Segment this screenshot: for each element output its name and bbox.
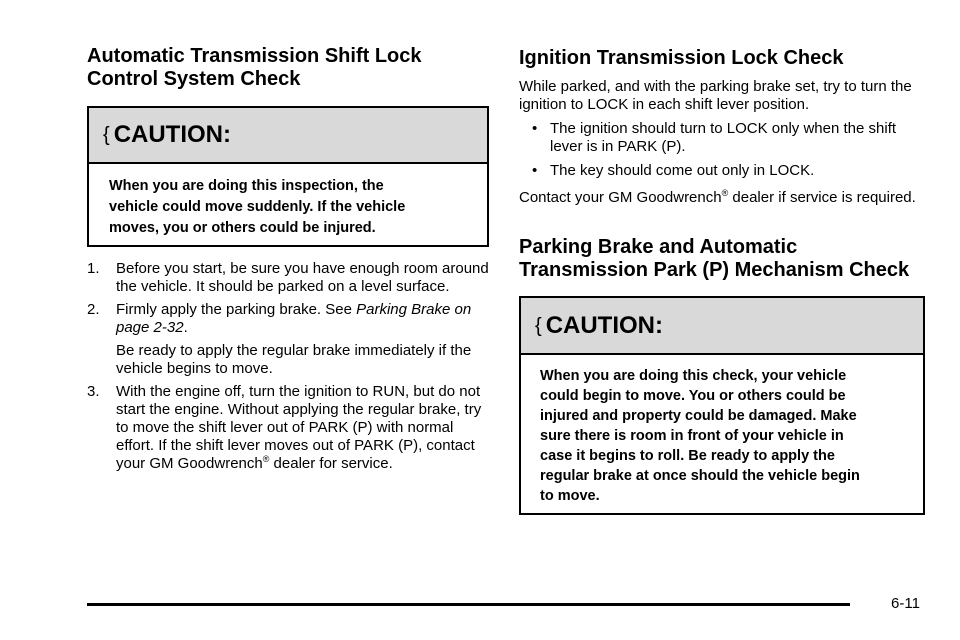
caution-line: could begin to move. You or others could be	[540, 388, 846, 404]
caution-box-park-mechanism	[519, 296, 925, 515]
bullet-text: The key should come out only in LOCK.	[550, 162, 815, 179]
registered-mark: ®	[262, 454, 270, 464]
caution-icon: {	[103, 124, 110, 146]
caution-line: When you are doing this check, your vehicle	[540, 368, 847, 384]
caution-box-shift-lock	[87, 106, 489, 247]
contact-note	[519, 189, 925, 207]
caution-title: CAUTION:	[545, 311, 664, 339]
step-tail: .	[183, 319, 188, 336]
caution-line: injured and property could be damaged. Make	[540, 408, 857, 424]
caution-icon: {	[535, 314, 542, 337]
section-heading-ignition-lock: Ignition Transmission Lock Check	[519, 47, 844, 69]
caution-header	[89, 108, 487, 164]
contact-text: Contact your GM Goodwrench	[519, 189, 722, 206]
step-text: With the engine off, turn the ignition to RUN, but do not start the engine. Without applying the regular brake, try to move the shift lever out of PARK (P) with normal effort. If the shift lever moves out of PARK (P), contact your GM Goodwrench	[116, 383, 482, 472]
page-number: 6-11	[891, 595, 920, 612]
contact-text-tail: dealer if service is required.	[732, 189, 916, 206]
caution-line: case it begins to roll. Be ready to apply the	[540, 448, 835, 464]
caution-line: moves, you or others could be injured.	[109, 220, 376, 236]
step-number: 2.	[87, 301, 100, 318]
ignition-intro: While parked, and with the parking brake set, try to turn the ignition to LOCK in each shift lever position.	[519, 78, 912, 113]
ignition-bullets	[519, 120, 925, 180]
caution-title: CAUTION:	[113, 121, 232, 148]
section-heading-shift-lock: Automatic Transmission Shift Lock Control System Check	[87, 45, 422, 90]
registered-mark: ®	[721, 188, 729, 198]
caution-text	[89, 164, 487, 239]
caution-line: When you are doing this inspection, the	[109, 178, 384, 194]
list-item	[519, 162, 925, 180]
caution-line: sure there is room in front of your vehicle in	[540, 428, 844, 444]
list-item	[519, 120, 925, 156]
caution-text	[521, 355, 923, 506]
footer-rule	[87, 603, 850, 606]
step-text: Firmly apply the parking brake. See	[116, 301, 352, 318]
list-item	[87, 260, 489, 296]
caution-line: to move.	[540, 488, 600, 504]
bullet-icon: •	[532, 162, 538, 179]
inspection-steps	[87, 260, 489, 473]
step-number: 1.	[87, 260, 100, 277]
bullet-text: The ignition should turn to LOCK only when the shift lever is in PARK (P).	[550, 120, 897, 155]
step-text: Before you start, be sure you have enough room around the vehicle. It should be parked on a level surface.	[116, 260, 489, 295]
caution-line: regular brake at once should the vehicle begin	[540, 468, 860, 484]
caution-header	[521, 298, 923, 355]
section-heading-park-mechanism: Parking Brake and Automatic Transmission Park (P) Mechanism Check	[519, 236, 910, 281]
list-item	[87, 301, 489, 337]
list-item	[87, 383, 489, 473]
caution-line: vehicle could move suddenly. If the vehicle	[109, 199, 406, 215]
step-number: 3.	[87, 383, 100, 400]
page-reference-link[interactable]: Parking Brake on page 2-32	[116, 301, 472, 336]
step-tail: dealer for service.	[273, 455, 393, 472]
bullet-icon: •	[532, 120, 538, 137]
step-2-note: Be ready to apply the regular brake immediately if the vehicle begins to move.	[116, 342, 472, 377]
